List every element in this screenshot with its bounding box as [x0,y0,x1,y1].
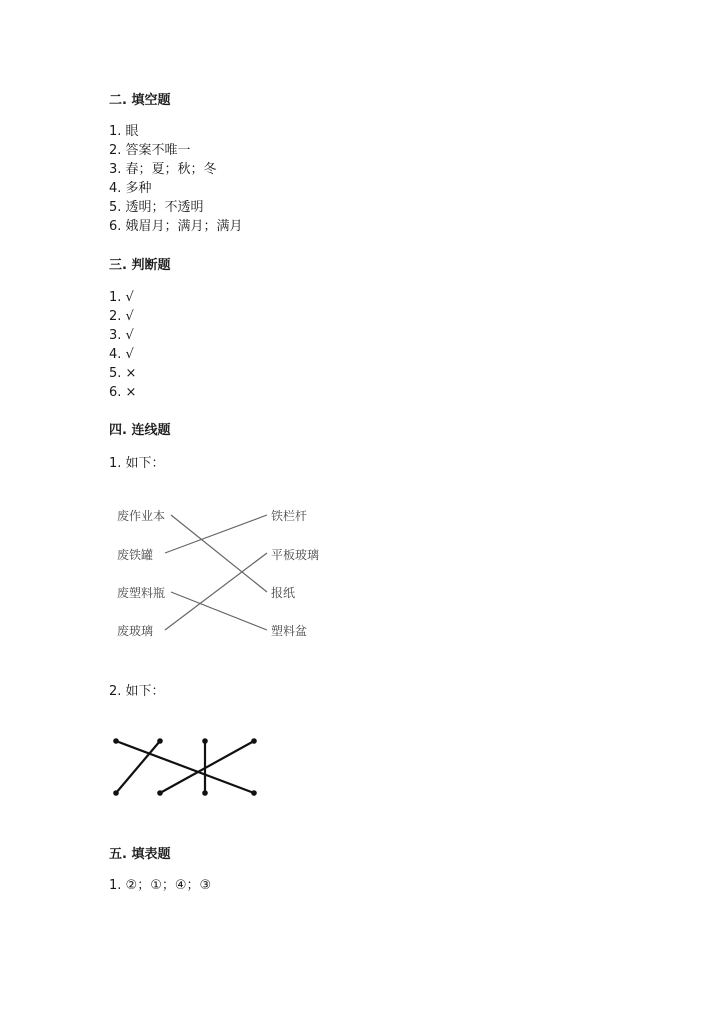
connector-dot [157,738,163,744]
answer-item: 6. × [109,385,137,400]
connector-dot [251,738,257,744]
answer-item: 6. 娥眉月；满月；满月 [109,219,243,234]
matching-diagram-2 [108,734,268,804]
matching-diagram-1 [105,500,365,650]
section-title-judge: 三. 判断题 [109,258,171,273]
matching-q1-label: 1. 如下： [109,456,165,471]
table-answer: 1. ②；①；④；③ [109,878,212,893]
connector-line [160,741,254,793]
answer-item: 2. 答案不唯一 [109,143,191,158]
right-item: 塑料盆 [271,624,308,638]
connector-dot [251,790,257,796]
connector-line [165,515,267,553]
connector-line [171,592,267,630]
answer-item: 5. 透明；不透明 [109,200,204,215]
judge-answers [109,288,136,402]
answer-item: 3. √ [109,328,134,343]
section-title-matching: 四. 连线题 [109,423,171,438]
connector-line [171,515,267,592]
right-item: 平板玻璃 [271,548,320,562]
answer-item: 1. 眼 [109,124,139,139]
left-item: 废铁罐 [117,548,154,562]
answer-item: 4. √ [109,347,134,362]
connector-lines [116,741,254,793]
right-item: 铁栏杆 [271,509,308,523]
left-item: 废作业本 [117,509,166,523]
connector-dot [202,738,208,744]
answer-item: 1. √ [109,290,134,305]
connector-dot [157,790,163,796]
answer-item: 3. 春；夏；秋；冬 [109,162,217,177]
answer-item: 4. 多种 [109,181,152,196]
section-title-fill-blank: 二. 填空题 [109,93,171,108]
connector-lines [165,515,267,630]
answer-item: 2. √ [109,309,134,324]
connector-dot [202,790,208,796]
left-item: 废玻璃 [117,624,154,638]
section-title-table: 五. 填表题 [109,847,171,862]
connector-dot [113,790,119,796]
matching-q2-label: 2. 如下： [109,684,165,699]
connector-dot [113,738,119,744]
left-item: 废塑料瓶 [117,586,166,600]
right-item: 报纸 [271,586,296,600]
fill-blank-answers [109,122,243,236]
answer-item: 5. × [109,366,137,381]
connector-line [165,553,267,630]
